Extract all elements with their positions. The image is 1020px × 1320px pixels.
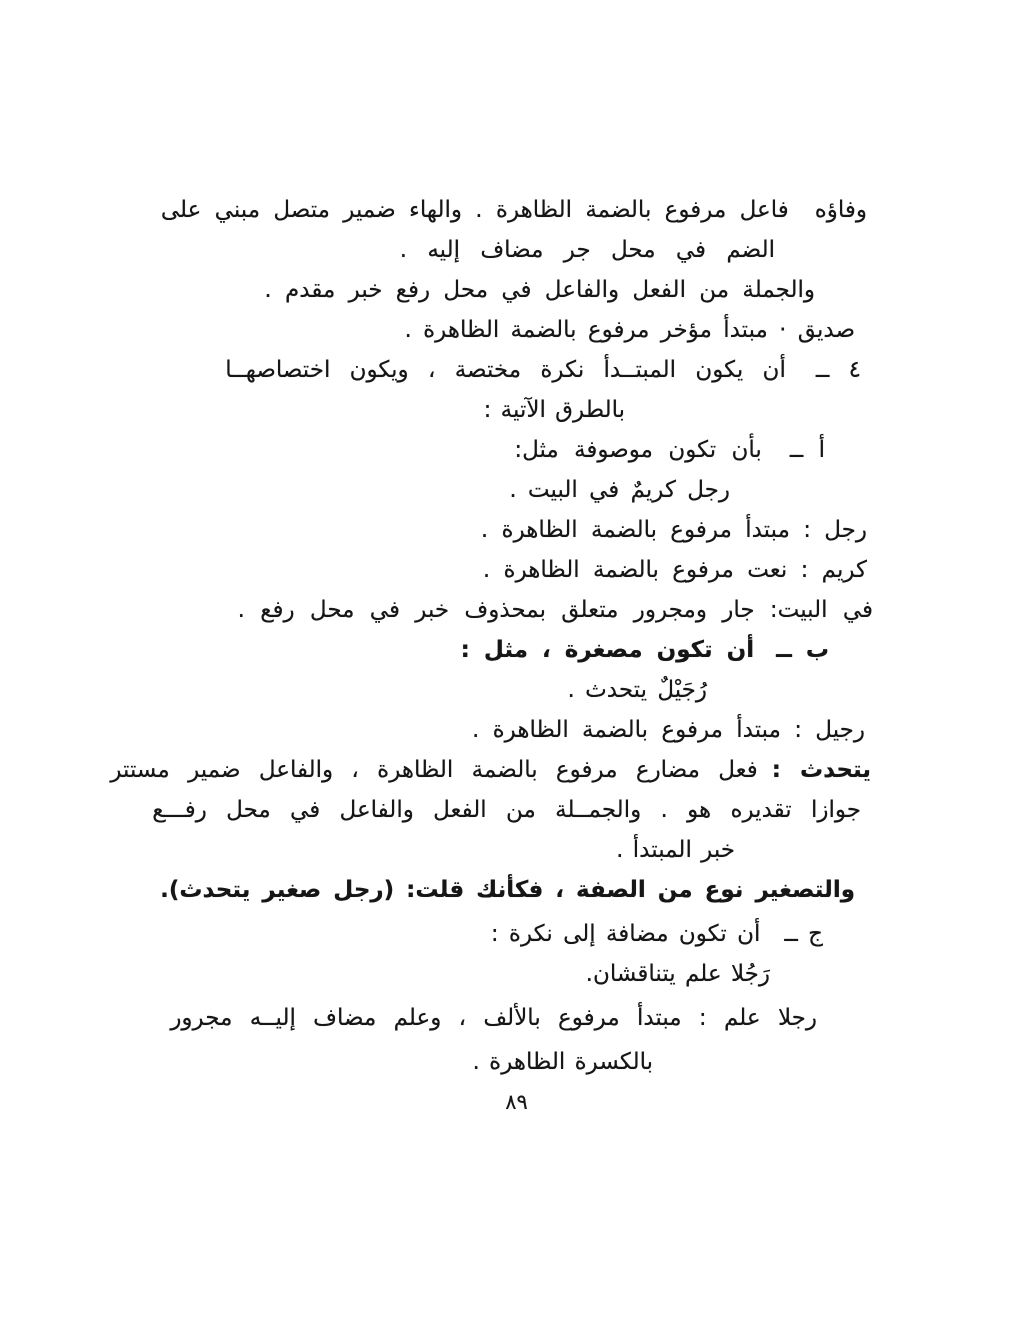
line-body: أن يكون المبتــدأ نكرة مختصة ، ويكون اختصاصهــا <box>225 357 786 383</box>
line-body: في البيت: جار ومجرور متعلق بمحذوف خبر في محل رفع . <box>237 597 873 623</box>
line-yatahaddath-parse-3 <box>158 830 875 870</box>
line-rajula-ilm-parse-2 <box>158 1042 875 1082</box>
line-body: فاعل مرفوع بالضمة الظاهرة . والهاء ضمير متصل مبني على <box>160 197 789 223</box>
line-body: الضم في محل جر مضاف إليه . <box>399 237 775 263</box>
line-body: صديق · مبتدأ مؤخر مرفوع بالضمة الظاهرة . <box>404 317 855 343</box>
line-body: أن تكون مصغرة ، مثل : <box>460 637 755 663</box>
line-jumla-khabar <box>158 270 875 310</box>
page-text <box>110 190 875 1082</box>
page-number: ٨٩ <box>505 1090 528 1114</box>
term-word: ج ــ <box>784 921 823 947</box>
line-body: رجل كريمٌ في البيت . <box>509 477 730 503</box>
line-body: رجلا علم : مبتدأ مرفوع بالألف ، وعلم مضاف إليــه مجرور <box>170 1005 817 1031</box>
line-wafauhu-parse-2 <box>158 230 875 270</box>
line-body: رجيل : مبتدأ مرفوع بالضمة الظاهرة . <box>471 717 865 743</box>
item-c-heading <box>158 914 875 954</box>
line-body: كريم : نعت مرفوع بالضمة الظاهرة . <box>482 557 867 583</box>
line-rujayl-parse <box>158 710 875 750</box>
line-karim-parse <box>158 550 875 590</box>
term-word: أ ــ <box>789 437 825 463</box>
line-body: أن تكون مضافة إلى نكرة : <box>490 921 761 947</box>
term-word: وفاؤه <box>814 197 867 223</box>
item-4-heading <box>158 350 875 390</box>
line-body: بالطرق الآتية : <box>483 397 625 423</box>
example-rajul-karim <box>158 470 875 510</box>
line-filbayt-parse <box>158 590 875 630</box>
line-body: خبر المبتدأ . <box>616 837 735 863</box>
line-body: بالكسرة الظاهرة . <box>472 1049 653 1075</box>
line-body: بأن تكون موصوفة مثل: <box>514 437 762 463</box>
item-4-heading-2 <box>158 390 875 430</box>
item-a-heading <box>158 430 875 470</box>
line-rajula-ilm-parse <box>158 998 875 1038</box>
line-yatahaddath-parse-2 <box>152 790 875 830</box>
line-body: رجل : مبتدأ مرفوع بالضمة الظاهرة . <box>480 517 867 543</box>
line-body: والتصغير نوع من الصفة ، فكأنك قلت: (رجل صغير يتحدث). <box>160 877 855 903</box>
line-body: رَجُلا علم يتناقشان. <box>585 961 770 987</box>
line-yatahaddath-parse <box>110 750 875 790</box>
line-body: رُجَيْلٌ يتحدث . <box>567 677 707 703</box>
example-rujayl <box>158 670 875 710</box>
line-sadiq-parse <box>158 310 875 350</box>
line-body: جوازا تقديره هو . والجمــلة من الفعل والفاعل في محل رفـــع <box>152 797 861 823</box>
line-body: فعل مضارع مرفوع بالضمة الظاهرة ، والفاعل ضمير مستتر <box>110 757 758 783</box>
line-rajul-parse <box>158 510 875 550</box>
line-tasghir-note <box>158 870 875 910</box>
example-rajula-ilm <box>158 954 875 994</box>
term-word: يتحدث : <box>771 757 871 783</box>
term-word: ٤ ــ <box>815 357 861 383</box>
line-wafauhu-parse <box>158 190 875 230</box>
term-word: ب ــ <box>776 637 829 663</box>
item-b-heading <box>158 630 875 670</box>
line-body: والجملة من الفعل والفاعل في محل رفع خبر مقدم . <box>264 277 815 303</box>
